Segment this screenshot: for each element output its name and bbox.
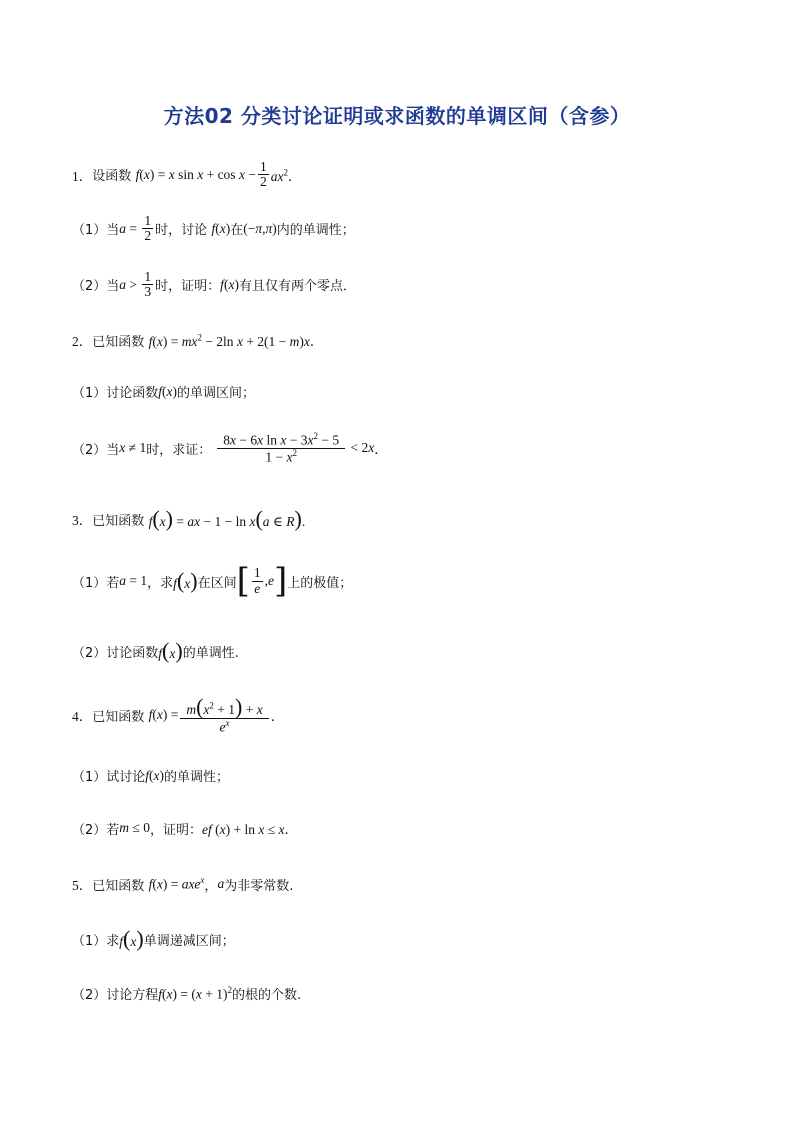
stem-prefix: 设函数 bbox=[92, 169, 132, 185]
problem-2-stem: 2． 已知函数 $f(x) = mx^2 - 2\ln$ x + 2(1 − m)x． bbox=[72, 332, 324, 350]
problem-4-stem: 4． 已知函数 f(x) = $\frac{m(x^2 + 1) + x}{e^x}$ ． bbox=[72, 694, 285, 735]
fraction: $\frac{1}{e}$ bbox=[253, 565, 261, 596]
fraction: $\frac{1}{2}$ bbox=[144, 213, 152, 244]
problem-2-part-1: （1）讨论函数 f(x) 的单调区间； bbox=[72, 383, 256, 401]
problem-3-part-1: （1）若 a = 1 ，求 f(x) 在区间 [ $\frac{1}{e}$ , e ] 上的极值； bbox=[72, 561, 353, 601]
fraction: $\frac{m(x^2 + 1) + x}{e^x}$ bbox=[180, 696, 268, 735]
problem-1-stem: 1． 设函数 f(x) = x sin x + cos x − $\frac{1}{2}$ $ax^2$． bbox=[72, 159, 302, 190]
fraction: $\frac{1}{2}$ bbox=[259, 159, 267, 190]
problem-4-part-2: （2）若 m ≤ 0 ，证明： ef (x) + ln x ≤ x． bbox=[72, 820, 299, 838]
problem-3-stem: 3． 已知函数 f(x) = ax − 1 − ln x(a ∈ R). bbox=[72, 506, 306, 531]
problem-4-part-1: （1）试讨论 f(x) 的单调性； bbox=[72, 767, 230, 785]
problem-number: 1． bbox=[72, 168, 93, 184]
fraction: $\frac{8x - 6x \ln x - 3x^2 - 5}{1 - x^2}$ bbox=[217, 432, 345, 464]
problem-1-part-2: （2）当 a > $\frac{1}{3}$ 时，证明： f(x) 有且仅有两个零点． bbox=[72, 269, 356, 300]
problem-5-stem: 5． 已知函数 f(x) = axe$^x$ ， a 为非零常数. bbox=[72, 875, 294, 894]
problem-2-part-2: （2）当 x ≠ 1 时，求证： $\frac{8x - 6x \ln x - 3x^2 - 5}{1 - x^2}$ < 2 x ． bbox=[72, 431, 388, 465]
page-title: 方法02 分类讨论证明或求函数的单调区间（含参） bbox=[163, 104, 631, 128]
problem-5-part-2: （2）讨论方程 $f(x) = (x + 1)^2$ 的根的个数. bbox=[72, 984, 302, 1003]
problem-5-part-1: （1）求 f(x) 单调递减区间； bbox=[72, 926, 235, 951]
stem-formula: f(x) = x sin x + cos x − bbox=[135, 166, 256, 182]
problem-3-part-2: （2）讨论函数 f(x) 的单调性. bbox=[72, 638, 239, 663]
fraction: $\frac{1}{3}$ bbox=[144, 269, 152, 300]
problem-1-part-1: （1）当 a = $\frac{1}{2}$ 时，讨论 f(x) 在 (− π , π ) 内的单调性； bbox=[72, 213, 355, 244]
